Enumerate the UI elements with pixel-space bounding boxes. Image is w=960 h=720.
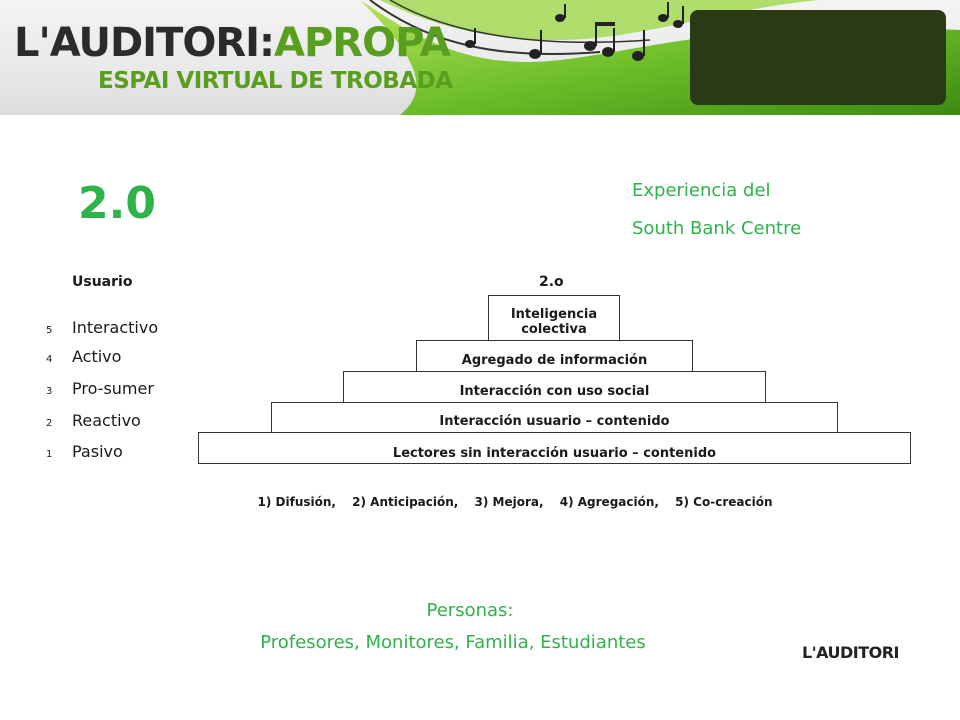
level-number: 2 xyxy=(46,418,53,429)
personas-list: Profesores, Monitores, Familia, Estudiantes xyxy=(260,632,646,653)
logo-part2: APROPA xyxy=(274,20,450,66)
level-row xyxy=(46,379,154,398)
column-header-user: Usuario xyxy=(72,274,133,290)
personas-label: Personas: xyxy=(426,600,514,621)
level-number: 5 xyxy=(46,325,53,336)
level-label: Activo xyxy=(72,347,122,366)
experience-line-1: Experiencia del xyxy=(632,180,771,201)
experience-line-2: South Bank Centre xyxy=(632,218,802,239)
level-number: 3 xyxy=(46,386,53,397)
level-number: 4 xyxy=(46,354,53,365)
pyramid-base-line xyxy=(198,463,911,464)
stage-item: 2) Anticipación, xyxy=(352,495,459,509)
slide-title: 2.0 xyxy=(78,178,156,229)
footer-logo: L'AUDITORI xyxy=(802,643,899,662)
level-label: Pro-sumer xyxy=(72,379,154,398)
stage-item: 5) Co-creación xyxy=(675,495,773,509)
header-banner xyxy=(0,0,960,115)
pyramid-step-2: Interacción usuario – contenido xyxy=(271,402,838,432)
pyramid-step-4: Agregado de información xyxy=(416,340,693,371)
header-dark-panel xyxy=(690,10,946,105)
stages-list xyxy=(0,495,960,509)
logo-part1: L'AUDITORI: xyxy=(14,20,274,66)
pyramid-step-1: Lectores sin interacción usuario – contenido xyxy=(198,432,911,464)
level-row xyxy=(46,318,158,337)
level-row xyxy=(46,347,121,366)
site-subtitle: ESPAI VIRTUAL DE TROBADA xyxy=(98,68,453,94)
stage-item: 3) Mejora, xyxy=(474,495,544,509)
level-number: 1 xyxy=(46,449,53,460)
level-label: Reactivo xyxy=(72,411,141,430)
pyramid-step-3: Interacción con uso social xyxy=(343,371,766,402)
level-row xyxy=(46,442,123,461)
column-header-20: 2.o xyxy=(539,274,564,290)
level-label: Pasivo xyxy=(72,442,123,461)
stage-item: 1) Difusión, xyxy=(257,495,336,509)
stage-item: 4) Agregación, xyxy=(559,495,659,509)
level-row xyxy=(46,411,141,430)
pyramid-step-5: Inteligencia colectiva xyxy=(488,295,620,340)
site-logo[interactable] xyxy=(14,20,450,66)
level-label: Interactivo xyxy=(72,318,159,337)
